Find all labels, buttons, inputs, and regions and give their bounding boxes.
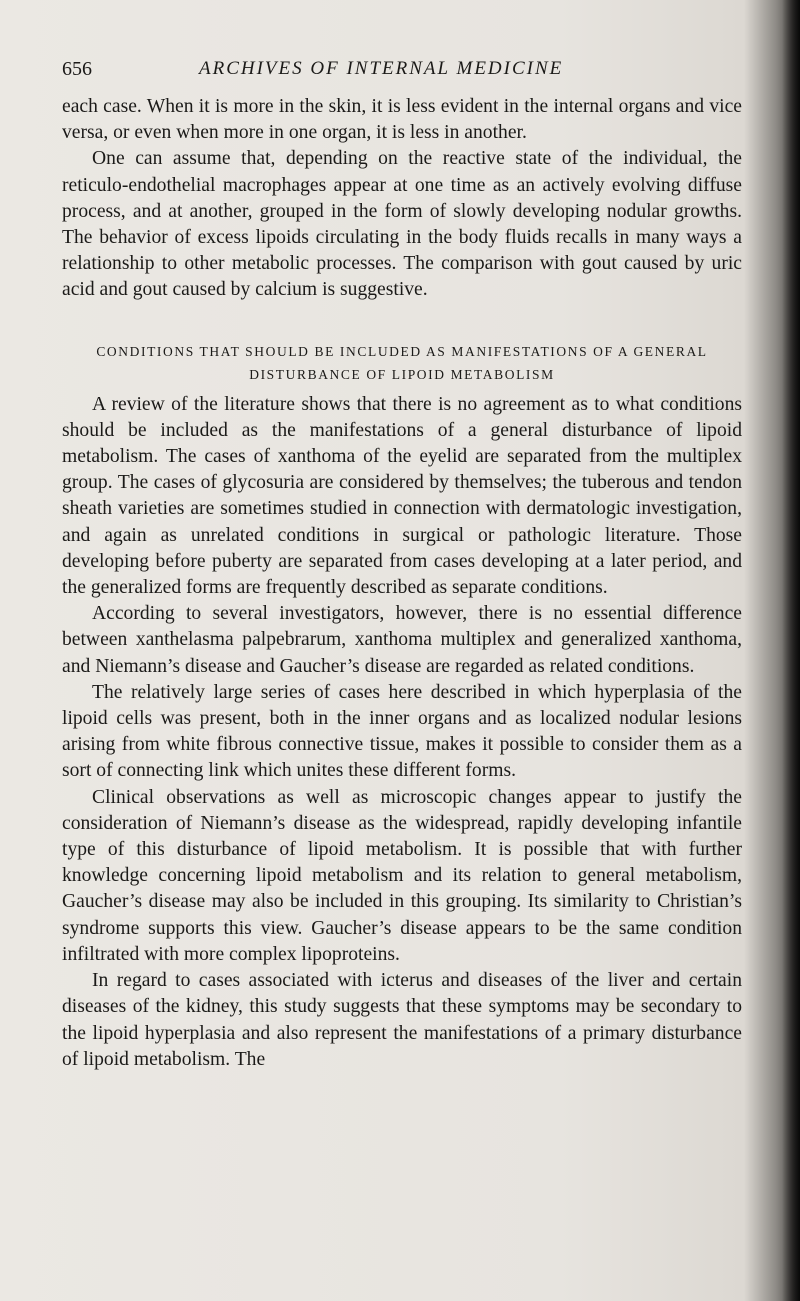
paragraph: In regard to cases associated with icterus and diseases of the liver and certain diseases of the kidney, this study suggests that these symptoms may be secondary to the lipoid hyperplasia and also represent the manifestations of a primary disturbance of lipoid metabolism. The xyxy=(62,970,742,1070)
page-edge-shadow xyxy=(782,0,800,1301)
page-header xyxy=(62,58,742,88)
running-title: ARCHIVES OF INTERNAL MEDICINE xyxy=(199,58,564,79)
page-number: 656 xyxy=(62,58,92,80)
paragraph: One can assume that, depending on the reactive state of the individual, the reticulo-endothelial macrophages appear at one time as an actively evolving diffuse process, and at another, grouped in the form of slowly developing nodular growths. The behavior of excess lipoids circulating in the body fluids recalls in many ways a relationship to other metabolic processes. The comparison with gout caused by uric acid and gout caused by calcium is suggestive. xyxy=(62,148,742,301)
paragraph: According to several investigators, however, there is no essential difference between xanthelasma palpebrarum, xanthoma multiplex and generalized xanthoma, and Niemann’s disease and Gaucher’s disease are regarded as related conditions. xyxy=(62,603,742,677)
paragraph: A review of the literature shows that there is no agreement as to what conditions should be included as the manifestations of a general disturbance of lipoid metabolism. The cases of xanthoma of the eyelid are separated from the multiplex group. The cases of glycosuria are considered by themselves; the tuberous and tendon sheath varieties are sometimes studied in connection with dermatologic investigation, and again as unrelated conditions in surgical or pathologic literature. Those developing before puberty are separated from cases developing at a later period, and the generalized forms are frequently described as separate conditions. xyxy=(62,393,742,599)
section-heading: CONDITIONS THAT SHOULD BE INCLUDED AS MANIFESTATIONS OF A GENERAL DISTURBANCE OF LIPOID METABOLISM xyxy=(96,343,708,382)
paragraph: each case. When it is more in the skin, it is less evident in the internal organs and vice versa, or even when more in one organ, it is less in another. xyxy=(62,96,742,144)
paragraph: Clinical observations as well as microscopic changes appear to justify the consideration of Niemann’s disease as the widespread, rapidly developing infantile type of this disturbance of lipoid metabolism. It is possible that with further knowledge concerning lipoid metabolism and its relation to general metabolism, Gaucher’s disease may also be included in this grouping. Its similarity to Christian’s syndrome supports this view. Gaucher’s disease appears to be the same condition infiltrated with more complex lipoproteins. xyxy=(62,786,742,965)
article-body xyxy=(62,94,742,1073)
paragraph: The relatively large series of cases here described in which hyperplasia of the lipoid cells was present, both in the inner organs and as localized nodular lesions arising from white fibrous connective tissue, makes it possible to consider them as a sort of connecting link which unites these different forms. xyxy=(62,681,742,782)
